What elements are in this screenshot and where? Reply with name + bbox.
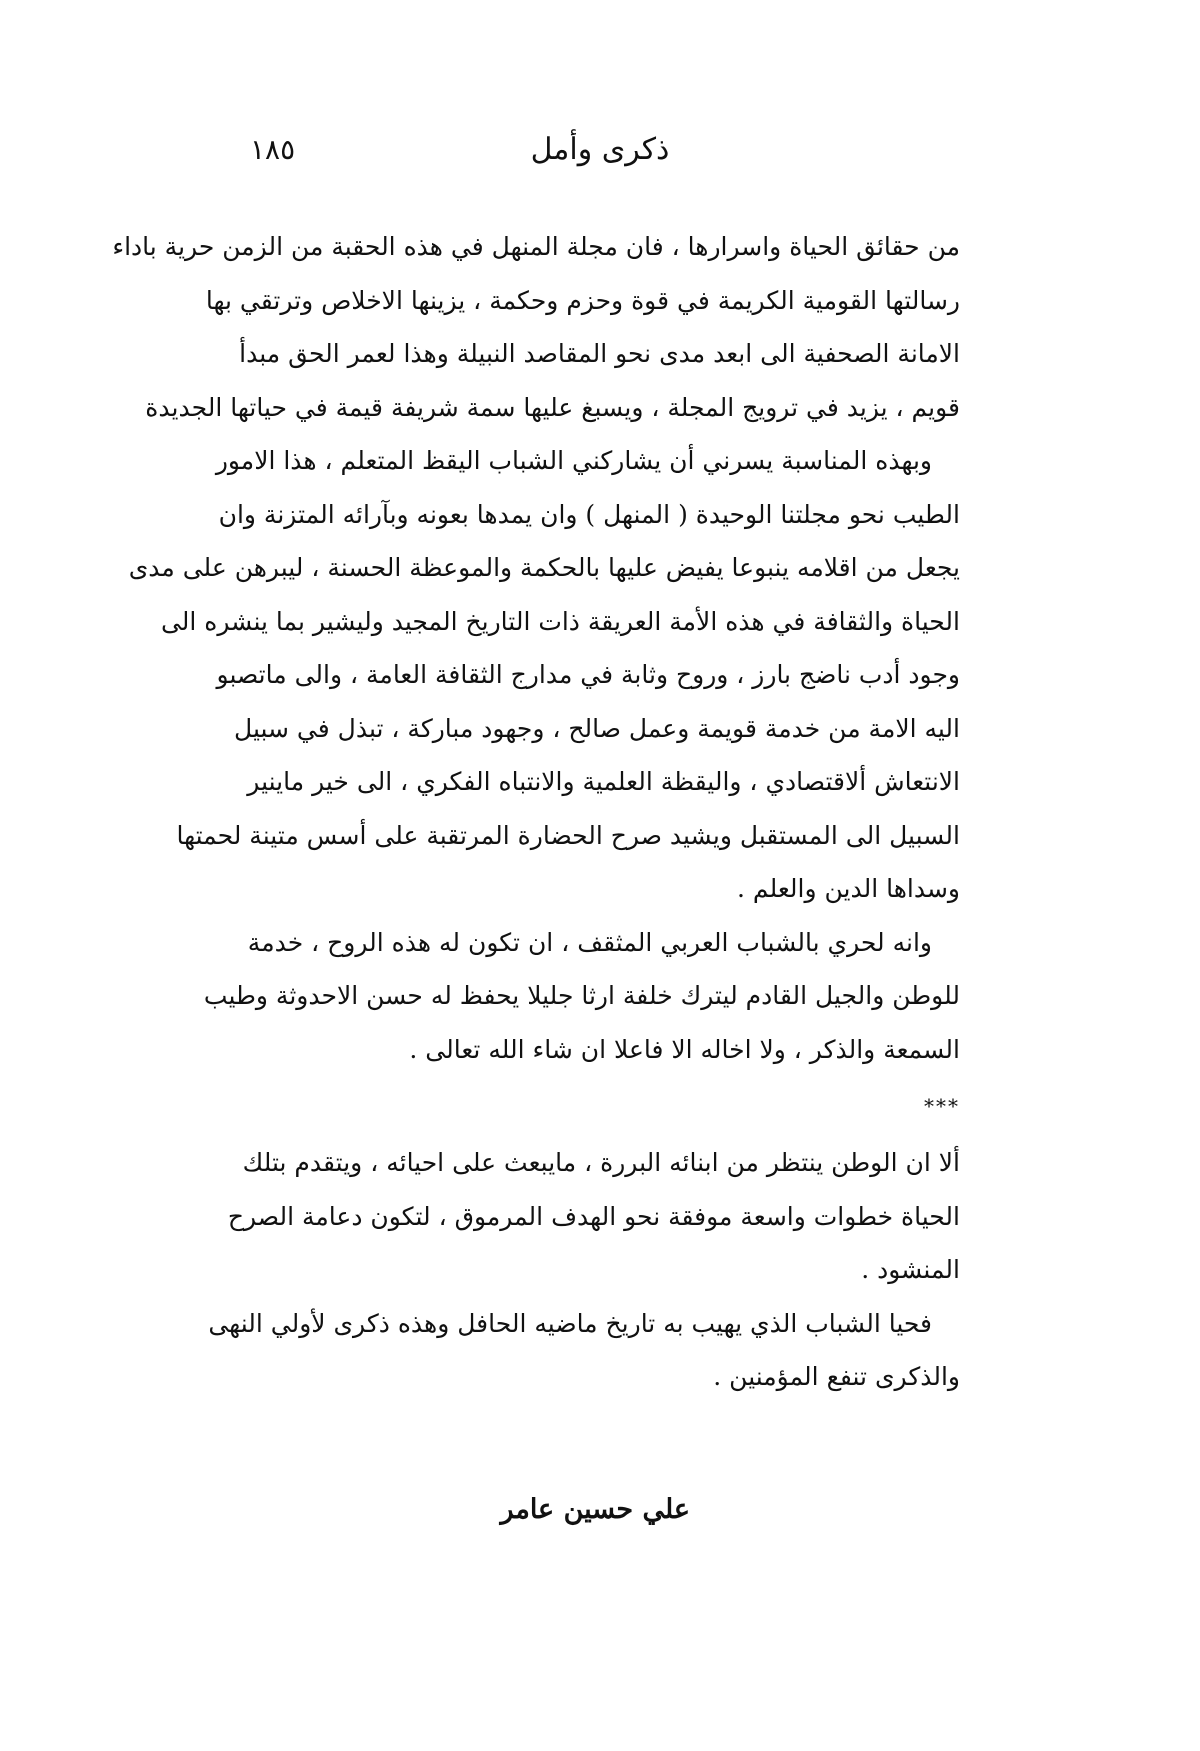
text-line: والذكرى تنفع المؤمنين . [713, 1362, 960, 1391]
text-line: الحياة والثقافة في هذه الأمة العريقة ذات التاريخ المجيد وليشير بما ينشره الى [160, 606, 960, 636]
text-line: يجعل من اقلامه ينبوعا يفيض عليها بالحكمة والموعظة الحسنة ، ليبرهن على مدى [128, 553, 960, 582]
author-signature: علي حسين عامر [500, 1494, 690, 1525]
text-line: الطيب نحو مجلتنا الوحيدة ( المنهل ) وان يمدها بعونه وبآرائه المتزنة وان [218, 499, 960, 529]
text-line: رسالتها القومية الكريمة في قوة وحزم وحكمة ، يزينها الاخلاص وترتقي بها [205, 285, 960, 315]
text-line: وانه لحري بالشباب العربي المثقف ، ان تكون له هذه الروح ، خدمة [247, 927, 932, 957]
text-line: فحيا الشباب الذي يهيب به تاريخ ماضيه الحافل وهذه ذكرى لأولي النهى [208, 1308, 932, 1338]
page-number: ١٨٥ [250, 133, 296, 166]
text-line: وبهذه المناسبة يسرني أن يشاركني الشباب اليقظ المتعلم ، هذا الامور [215, 446, 932, 475]
text-line: ألا ان الوطن ينتظر من ابنائه البررة ، مايبعث على احيائه ، ويتقدم بتلك [242, 1148, 960, 1177]
text-line: الامانة الصحفية الى ابعد مدى نحو المقاصد النبيلة وهذا لعمر الحق مبدأ [239, 339, 960, 368]
text-line: المنشود . [861, 1255, 960, 1284]
text-line: الانتعاش ألاقتصادي ، واليقظة العلمية والانتباه الفكري ، الى خير ماينير [247, 767, 960, 796]
text-line: وجود أدب ناضج بارز ، وروح وثابة في مدارج الثقافة العامة ، والى ماتصبو [216, 660, 960, 689]
text-line: الحياة خطوات واسعة موفقة نحو الهدف المرموق ، لتكون دعامة الصرح [227, 1201, 960, 1231]
text-line: السبيل الى المستقبل ويشيد صرح الحضارة المرتقبة على أسس متينة لحمتها [176, 820, 960, 850]
text-line: قويم ، يزيد في ترويج المجلة ، ويسبغ عليها سمة شريفة قيمة في حياتها الجديدة [145, 392, 960, 422]
text-line: للوطن والجيل القادم ليترك خلفة ارثا جليلا يحفظ له حسن الاحدوثة وطيب [203, 981, 960, 1010]
page-header [240, 130, 960, 180]
text-line: اليه الامة من خدمة قويمة وعمل صالح ، وجهود مباركة ، تبذل في سبيل [234, 713, 960, 743]
article-body [112, 220, 960, 1404]
text-line: السمعة والذكر ، ولا اخاله الا فاعلا ان شاء الله تعالى . [409, 1034, 960, 1064]
running-title: ذكرى وأمل [530, 132, 670, 167]
text-line: وسداها الدين والعلم . [737, 874, 960, 903]
section-separator: *** [924, 1094, 960, 1118]
text-line: من حقائق الحياة واسرارها ، فان مجلة المنهل في هذه الحقبة من الزمن حرية باداء [112, 232, 960, 261]
